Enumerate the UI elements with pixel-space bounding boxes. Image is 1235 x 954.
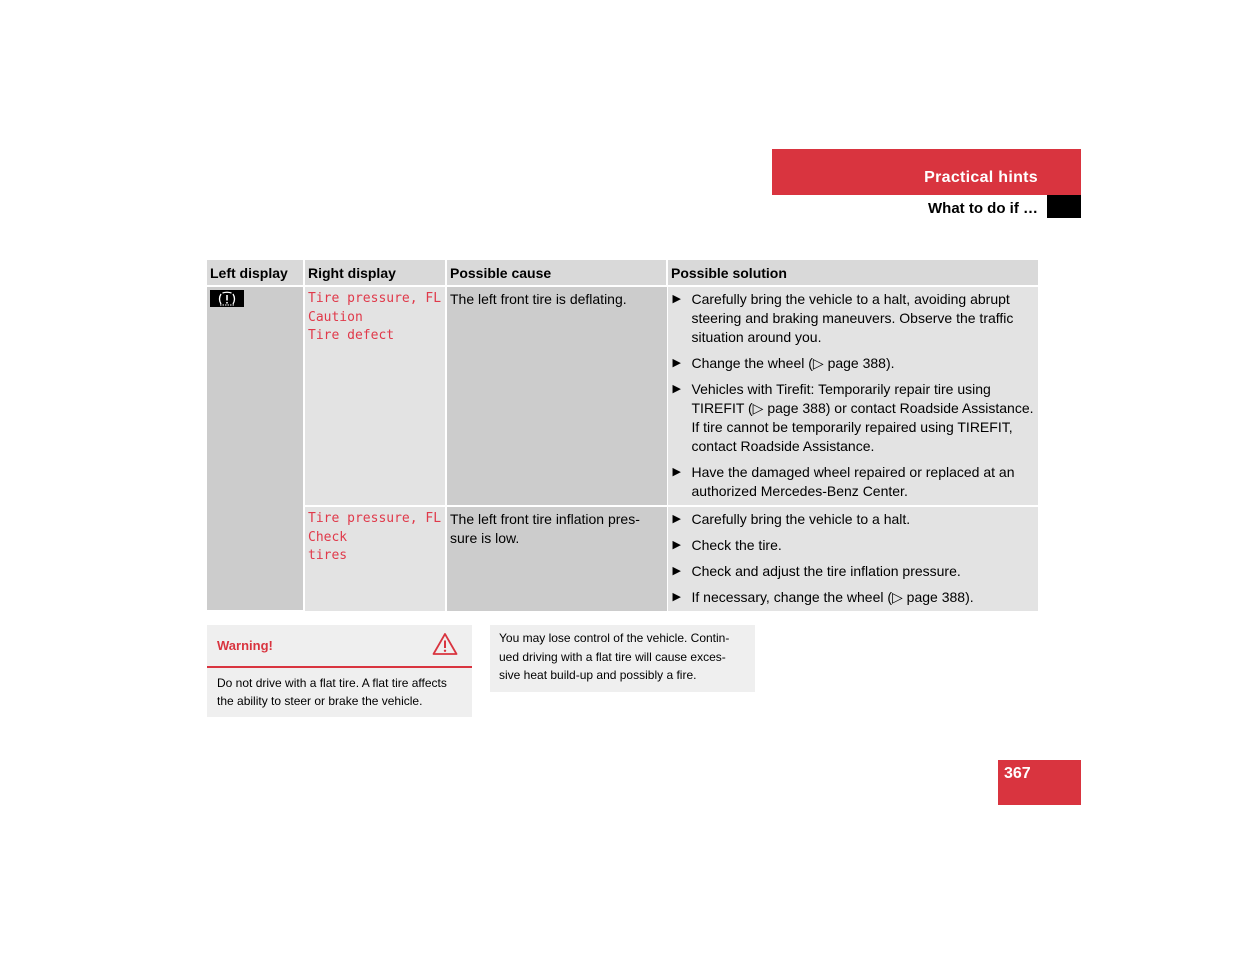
header-marker-block <box>1047 195 1081 218</box>
possible-cause-cell: The left front tire inflation pres-sure is low. <box>446 506 667 611</box>
section-title: Practical hints <box>924 169 1038 186</box>
table-header-row <box>207 260 1038 286</box>
solution-item: ▶ Carefully bring the vehicle to a halt. <box>672 511 911 527</box>
display-message-line: Tire pressure, FL <box>308 291 442 306</box>
bullet-arrow-icon: ▶ <box>672 513 681 525</box>
header-right-display: Right display <box>304 260 446 286</box>
right-display-cell <box>304 506 446 611</box>
solution-item: ▶ If necessary, change the wheel (▷ page 388). <box>672 589 974 605</box>
bullet-arrow-icon: ▶ <box>672 466 681 478</box>
possible-solution-cell <box>667 286 1038 506</box>
bullet-arrow-icon: ▶ <box>672 357 681 369</box>
tire-pressure-warning-icon <box>210 290 244 307</box>
right-display-cell <box>304 286 446 506</box>
possible-cause-cell: The left front tire is deflating. <box>446 286 667 506</box>
warning-triangle-icon <box>432 632 458 661</box>
bullet-arrow-icon: ▶ <box>672 591 681 603</box>
solution-item: ▶ Vehicles with Tirefit: Temporarily repair tire using TIREFIT (▷ page 388) or contact Roadside Assistance. If tire cannot be temporarily repaired using TIREFIT, contact Roadside Assistance. <box>672 381 1034 454</box>
page-number-box <box>998 760 1081 805</box>
left-display-cell <box>207 286 304 611</box>
header-possible-solution: Possible solution <box>667 260 1038 286</box>
display-message-line: Tire defect <box>308 328 395 343</box>
display-message-line: tires <box>308 548 348 563</box>
header-possible-cause: Possible cause <box>446 260 667 286</box>
page-number: 367 <box>1004 765 1031 782</box>
display-messages-table <box>207 260 1038 612</box>
warning-continuation-text: You may lose control of the vehicle. Contin-ued driving with a flat tire will cause exces-sive heat build-up and possibly a fire. <box>499 631 730 682</box>
section-header-bar <box>772 149 1081 195</box>
warning-text: Do not drive with a flat tire. A flat tire affects the ability to steer or brake the vehicle. <box>217 676 447 708</box>
bullet-arrow-icon: ▶ <box>672 539 681 551</box>
solution-item: ▶ Change the wheel (▷ page 388). <box>672 355 895 371</box>
display-message-line: Caution <box>308 309 363 325</box>
warning-header <box>207 625 472 668</box>
warning-continuation-box <box>490 625 755 692</box>
header-left-display: Left display <box>207 260 304 286</box>
bullet-arrow-icon: ▶ <box>672 293 681 305</box>
possible-solution-cell <box>667 506 1038 611</box>
bullet-arrow-icon: ▶ <box>672 383 681 395</box>
table-row <box>207 286 1038 506</box>
solution-item: ▶ Have the damaged wheel repaired or replaced at an authorized Mercedes-Benz Center. <box>672 464 1015 499</box>
table-row <box>207 506 1038 611</box>
bullet-arrow-icon: ▶ <box>672 565 681 577</box>
warning-title: Warning! <box>217 638 273 653</box>
warning-box <box>207 625 472 717</box>
solution-item: ▶ Check and adjust the tire inflation pressure. <box>672 563 961 579</box>
solution-item: ▶ Check the tire. <box>672 537 782 553</box>
subsection-title: What to do if … <box>928 200 1038 217</box>
display-message-line: Tire pressure, FL <box>308 511 442 526</box>
display-message-line: Check <box>308 529 348 545</box>
solution-item: ▶ Carefully bring the vehicle to a halt, avoiding abrupt steering and braking maneuvers. Observe the traffic situation around you. <box>672 291 1014 345</box>
